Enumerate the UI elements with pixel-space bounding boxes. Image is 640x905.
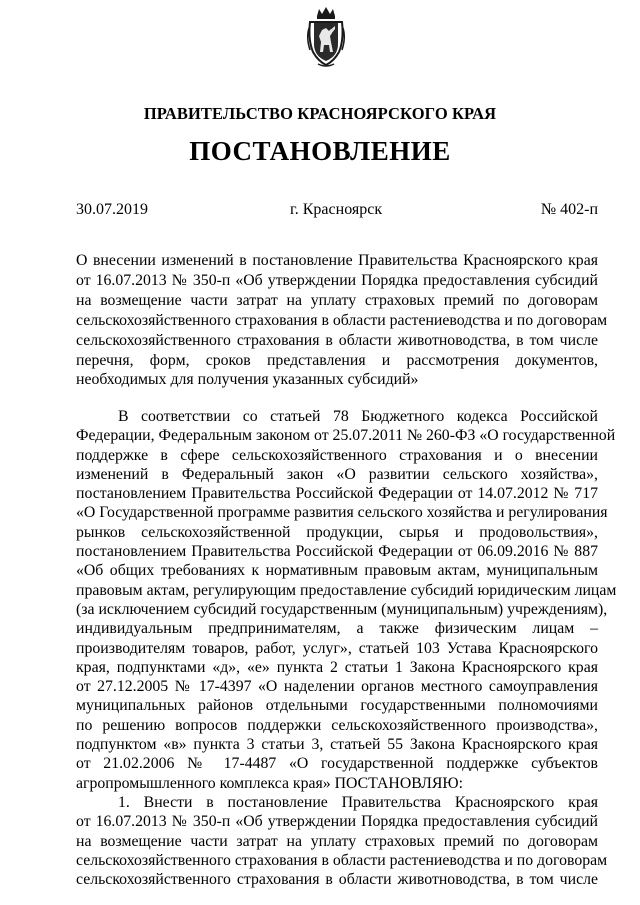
subject-line: сельскохозяйственного страхования в области животноводства, в том числе bbox=[76, 331, 598, 349]
body-line: производителям товаров, работ, услуг», статьей 103 Устава Красноярского bbox=[76, 639, 598, 657]
body-line: поддержке в сфере сельскохозяйственного страхования и о внесении bbox=[76, 446, 598, 464]
body-line: подпунктом «в» пункта 3 статьи 3, статьей 55 Закона Красноярского края bbox=[76, 736, 598, 754]
subject-line: необходимых для получения указанных субсидий» bbox=[76, 371, 419, 389]
subject-line: от 16.07.2013 № 350-п «Об утверждении Порядка предоставления субсидий bbox=[76, 271, 598, 289]
document-body bbox=[76, 407, 617, 889]
body-line: (за исключением субсидий государственным (муниципальным) учреждениям), bbox=[76, 600, 608, 618]
body-line: муниципальных районов отдельными государственными полномочиями bbox=[76, 697, 598, 715]
body-line: изменений в Федеральный закон «О развитии сельского хозяйства», bbox=[76, 465, 598, 483]
body-line: сельскохозяйственного страхования в области растениеводства и по договорам bbox=[76, 851, 608, 869]
body-line: от 16.07.2013 № 350-п «Об утверждении Порядка предоставления субсидий bbox=[76, 813, 598, 831]
body-line: постановлением Правительства Российской Федерации от 14.07.2012 № 717 bbox=[76, 485, 598, 503]
body-line: от 27.12.2005 № 17-4397 «О наделении органов местного самоуправления bbox=[76, 678, 598, 696]
body-line: правовым актам, регулирующим предоставление субсидий юридическим лицам bbox=[76, 581, 617, 599]
body-line: на возмещение части затрат на уплату страховых премий по договорам bbox=[76, 832, 598, 850]
subject-line: на возмещение части затрат на уплату страховых премий по договорам bbox=[76, 291, 598, 309]
document-type-heading: ПОСТАНОВЛЕНИЕ bbox=[189, 136, 451, 166]
body-line: от 21.02.2006 № 17-4487 «О государственной поддержке субъектов bbox=[76, 755, 598, 773]
document-date: 30.07.2019 bbox=[76, 201, 148, 218]
body-line: по решению вопросов поддержки сельскохозяйственного производства», bbox=[76, 716, 598, 734]
body-line: агропромышленного комплекса края» ПОСТАНОВЛЯЮ: bbox=[76, 774, 464, 792]
document-subject bbox=[76, 251, 608, 390]
body-line: постановлением Правительства Российской Федерации от 06.09.2016 № 887 bbox=[76, 543, 598, 561]
body-line: рынков сельскохозяйственной продукции, сырья и продовольствия», bbox=[76, 523, 598, 541]
body-line: «О Государственной программе развития сельского хозяйства и регулирования bbox=[76, 504, 608, 522]
body-line: индивидуальным предпринимателям, а также физическим лицам – bbox=[76, 620, 598, 638]
coat-of-arms-icon bbox=[304, 6, 348, 68]
subject-line: сельскохозяйственного страхования в области растениеводства и по договорам bbox=[76, 311, 608, 329]
body-line: «Об общих требованиях к нормативным правовым актам, муниципальным bbox=[76, 562, 598, 580]
body-line: Федерации, Федеральным законом от 25.07.2011 № 260-ФЗ «О государственной bbox=[76, 427, 616, 445]
government-name: ПРАВИТЕЛЬСТВО КРАСНОЯРСКОГО КРАЯ bbox=[143, 104, 497, 123]
body-line: 1. Внести в постановление Правительства Красноярского края bbox=[118, 793, 598, 811]
subject-line: перечня, форм, сроков представления и рассмотрения документов, bbox=[76, 351, 598, 369]
document-meta-row bbox=[76, 201, 598, 223]
document-number: № 402-п bbox=[540, 201, 598, 218]
document-city: г. Красноярск bbox=[290, 201, 383, 218]
body-line: сельскохозяйственного страхования в области животноводства, в том числе bbox=[76, 871, 598, 889]
body-line: В соответствии со статьей 78 Бюджетного кодекса Российской bbox=[118, 408, 598, 425]
subject-line: О внесении изменений в постановление Правительства Красноярского края bbox=[76, 252, 598, 269]
body-line: края, подпунктами «д», «е» пункта 2 статьи 1 Закона Красноярского края bbox=[76, 658, 598, 676]
